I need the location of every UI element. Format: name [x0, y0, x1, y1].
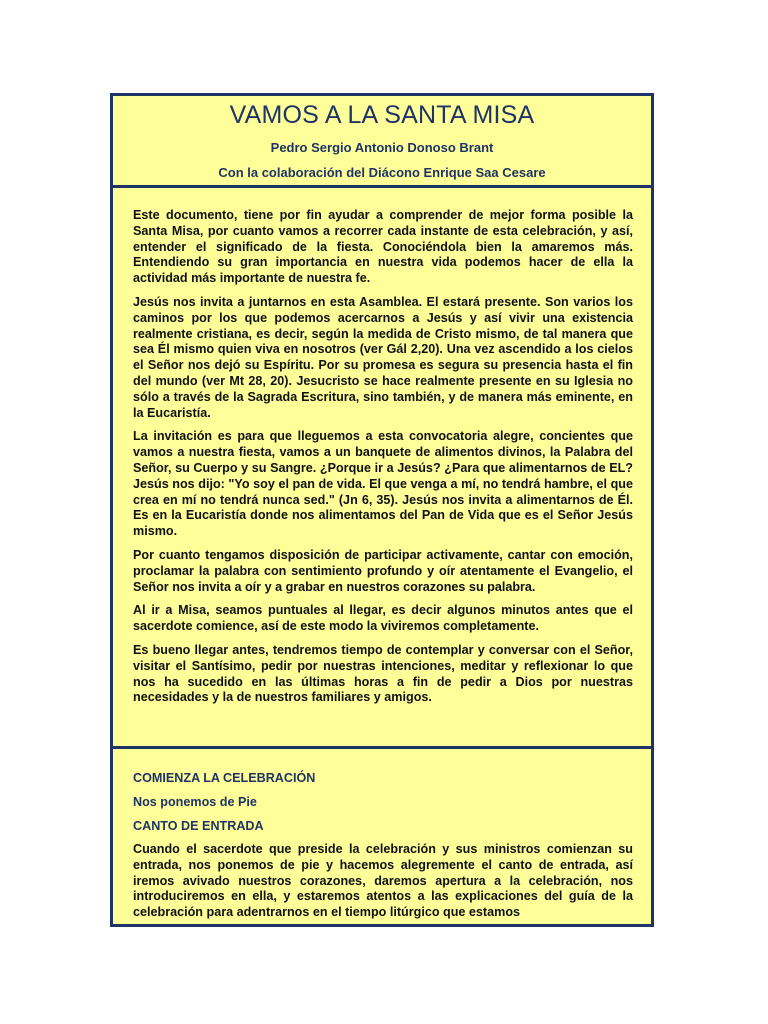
paragraph: Al ir a Misa, seamos puntuales al llegar, es decir algunos minutos antes que el sacerdote comience, así de este modo la viviremos completamente.: [133, 603, 633, 634]
intro-section: [133, 208, 633, 714]
header-divider: [110, 185, 654, 188]
celebration-section: [133, 770, 633, 921]
paragraph: Por cuanto tengamos disposición de participar activamente, cantar con emoción, proclamar la palabra con sentimiento profundo y oír atentamente el Evangelio, el Señor nos invita a oír y a grabar en nuestros corazones su palabra.: [133, 547, 633, 594]
author-line: Pedro Sergio Antonio Donoso Brant: [270, 140, 494, 155]
paragraph: La invitación es para que lleguemos a esta convocatoria alegre, concientes que vamos a nuestra fiesta, vamos a un banquete de alimentos divinos, la Palabra del Señor, su Cuerpo y su Sangre. ¿Porque ir a Jesús? ¿Para que alimentarnos de EL? Jesús nos dijo: "Yo soy el pan de vida. El que venga a mí, no tendrá hambre, el que crea en mí no tendrá nunca sed." (Jn 6, 35). Jesús nos invita a alimentarnos de Él. Es en la Eucaristía donde nos alimentamos del Pan de Vida que es el Señor Jesús mismo.: [133, 429, 633, 539]
section-subheading: CANTO DE ENTRADA: [133, 819, 264, 833]
paragraph: Este documento, tiene por fin ayudar a comprender de mejor forma posible la Santa Misa, por cuanto vamos a recorrer cada instante de esta celebración, y así, entender el significado de la fiesta. Conociéndola bien la amaremos más. Entendiendo su gran importancia en nuestra vida podemos hacer de ella la actividad más importante de nuestra fe.: [133, 208, 633, 286]
paragraph: Es bueno llegar antes, tendremos tiempo de contemplar y conversar con el Señor, visitar el Santísimo, pedir por nuestras intenciones, meditar y reflexionar lo que nos ha sucedido en las últimas horas a fin de pedir a Dios por nuestras necesidades y la de nuestros familiares y amigos.: [133, 642, 633, 705]
section-divider: [110, 746, 654, 749]
paragraph: Cuando el sacerdote que preside la celebración y sus ministros comienzan su entrada, nos ponemos de pie y hacemos alegremente el canto de entrada, así iremos avivado nuestros corazones, daremos apertura a la celebración, nos introduciremos en ella, y estaremos atentos a las explicaciones del guía de la celebración para adentrarnos en el tiempo litúrgico que estamos: [133, 842, 633, 920]
collaboration-line: Con la colaboración del Diácono Enrique Saa Cesare: [218, 165, 546, 180]
document-title: VAMOS A LA SANTA MISA: [229, 101, 535, 129]
document-header: [113, 96, 651, 184]
paragraph: Jesús nos invita a juntarnos en esta Asamblea. El estará presente. Son varios los caminos por los que podemos acercarnos a Jesús y así vivir una existencia realmente cristiana, es decir, según la medida de Cristo mismo, de tal manera que sea Él mismo quien viva en nosotros (ver Gál 2,20). Una vez ascendido a los cielos el Señor nos dejó su Espíritu. Por su promesa es segura su presencia hasta el fin del mundo (ver Mt 28, 20). Jesucristo se hace realmente presente en su Iglesia no sólo a través de la Sagrada Escritura, sino también, y de manera más eminente, en la Eucaristía.: [133, 294, 633, 420]
section-subheading: Nos ponemos de Pie: [133, 795, 257, 809]
section-heading: COMIENZA LA CELEBRACIÓN: [133, 771, 316, 785]
document-page: [110, 93, 654, 927]
